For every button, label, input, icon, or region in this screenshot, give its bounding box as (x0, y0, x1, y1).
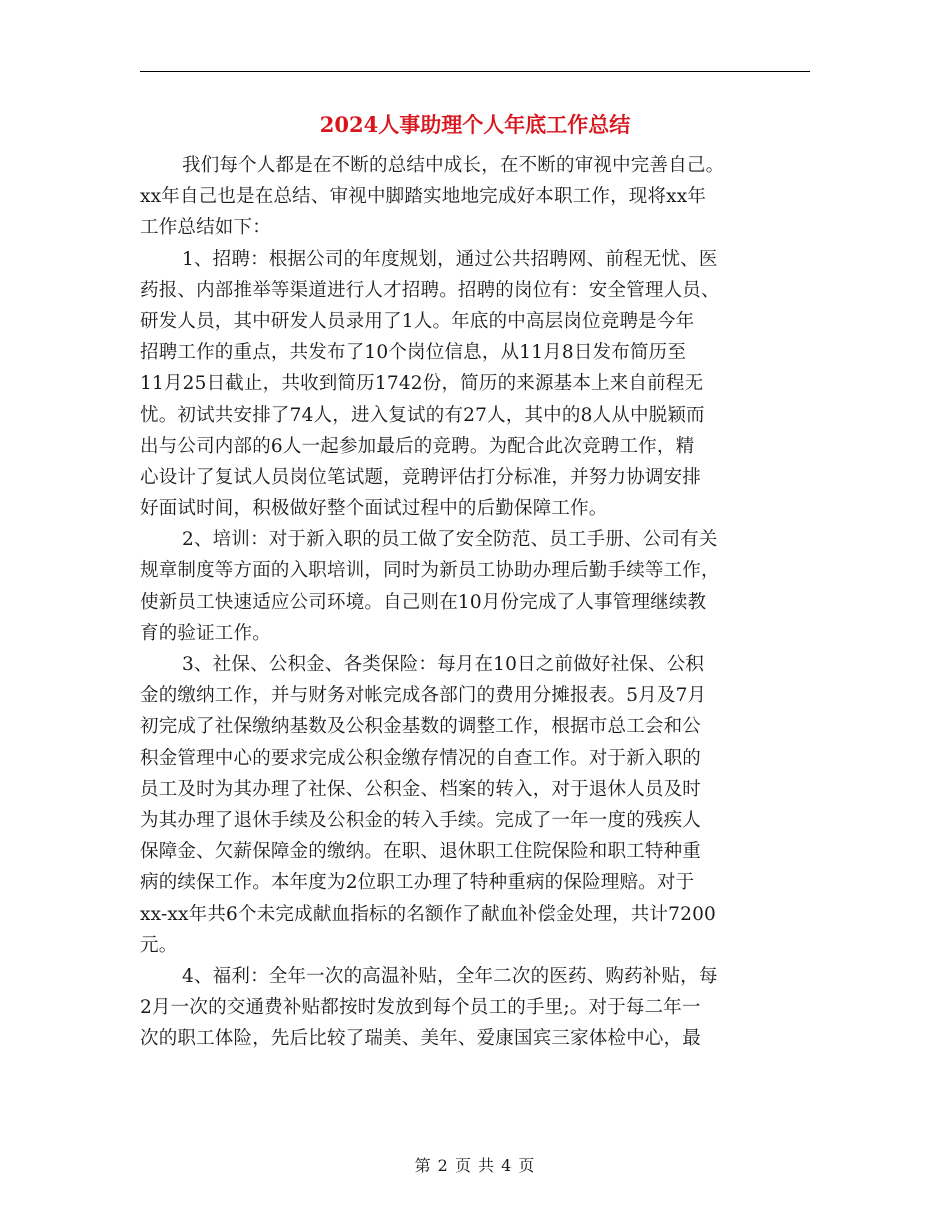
text-line: 员工及时为其办理了社保、公积金、档案的转入，对于退休人员及时 (140, 778, 702, 800)
text-line: xx-xx年共6个未完成献血指标的名额作了献血补偿金处理，共计7200 (140, 903, 717, 925)
text-line: 初完成了社保缴纳基数及公积金基数的调整工作，根据市总工会和公 (140, 716, 702, 738)
text-line: 育的验证工作。 (140, 622, 271, 644)
paragraph-intro (140, 150, 810, 244)
text-line: 招聘工作的重点，共发布了10个岗位信息，从11月8日发布简历至 (140, 342, 687, 364)
text-line: 心设计了复试人员岗位笔试题，竞聘评估打分标准，并努力协调安排 (140, 466, 702, 488)
text-line: 次的职工体险，先后比较了瑞美、美年、爱康国宾三家体检中心，最 (140, 1028, 702, 1050)
page-number-footer: 第 2 页 共 4 页 (414, 1156, 536, 1175)
text-line: 11月25日截止，共收到简历1742份，简历的来源基本上来自前程无 (140, 373, 704, 395)
paragraph-recruitment (140, 244, 810, 525)
text-line: 使新员工快速适应公司环境。自己则在10月份完成了人事管理继续教 (140, 591, 707, 613)
text-line: 工作总结如下： (140, 217, 271, 239)
text-line: 研发人员，其中研发人员录用了1人。年底的中高层岗位竞聘是今年 (140, 310, 695, 332)
paragraph-insurance (140, 649, 810, 961)
text-line: 药报、内部推举等渠道进行人才招聘。招聘的岗位有：安全管理人员、 (140, 279, 720, 301)
text-line: 我们每个人都是在不断的总结中成长，在不断的审视中完善自己。 (182, 155, 725, 176)
text-line: 好面试时间，积极做好整个面试过程中的后勤保障工作。 (140, 498, 608, 520)
text-line: 规章制度等方面的入职培训，同时为新员工协助办理后勤手续等工作， (140, 560, 720, 582)
text-line: 2、培训：对于新入职的员工做了安全防范、员工手册、公司有关 (182, 529, 718, 551)
document-body (140, 150, 810, 1054)
text-line: 积金管理中心的要求完成公积金缴存情况的自查工作。对于新入职的 (140, 747, 702, 769)
header-rule (140, 71, 810, 72)
text-line: xx年自己也是在总结、审视中脚踏实地地完成好本职工作，现将xx年 (140, 186, 707, 208)
text-line: 为其办理了退休手续及公积金的转入手续。完成了一年一度的残疾人 (140, 809, 702, 831)
text-line: 3、社保、公积金、各类保险：每月在10日之前做好社保、公积 (182, 654, 705, 675)
text-line: 病的续保工作。本年度为2位职工办理了特种重病的保险理赔。对于 (140, 872, 695, 894)
document-title: 2024人事助理个人年底工作总结 (319, 112, 631, 137)
text-line: 忧。初试共安排了74人，进入复试的有27人，其中的8人从中脱颖而 (140, 404, 705, 426)
paragraph-training (140, 524, 810, 649)
text-line: 1、招聘：根据公司的年度规划，通过公共招聘网、前程无忧、医 (182, 248, 718, 270)
paragraph-welfare (140, 961, 810, 1055)
text-line: 4、福利：全年一次的高温补贴，全年二次的医药、购药补贴，每 (182, 965, 718, 987)
text-line: 2月一次的交通费补贴都按时发放到每个员工的手里;。对于每二年一 (140, 997, 701, 1019)
text-line: 保障金、欠薪保障金的缴纳。在职、退休职工住院保险和职工特种重 (140, 841, 702, 863)
text-line: 出与公司内部的6人一起参加最后的竞聘。为配合此次竞聘工作，精 (140, 435, 695, 457)
text-line: 元。 (140, 934, 178, 956)
text-line: 金的缴纳工作，并与财务对帐完成各部门的费用分摊报表。5月及7月 (140, 685, 707, 707)
